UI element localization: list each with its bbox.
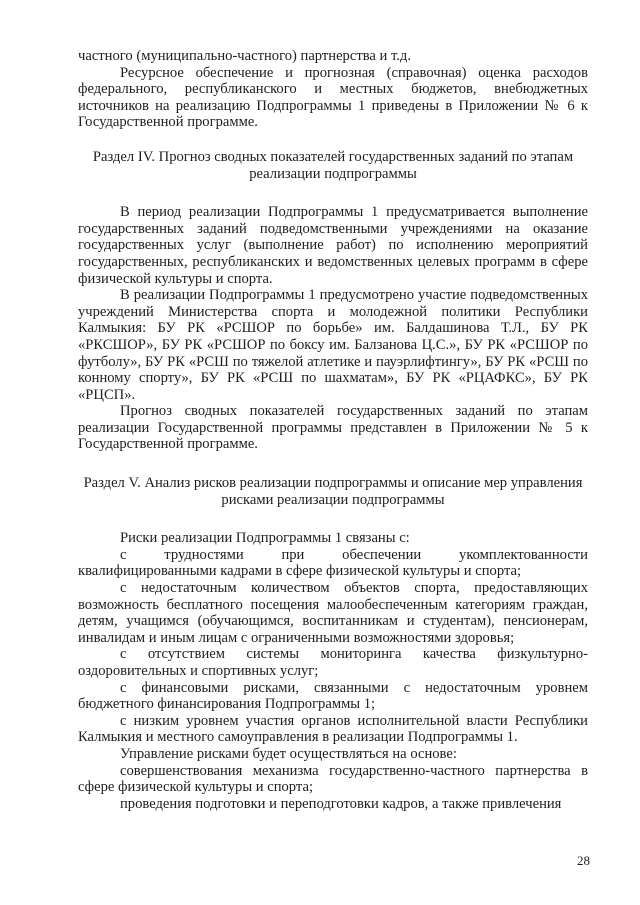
risk-item: с отсутствием системы мониторинга качества физкультурно-оздоровительных и спортивных услуг; xyxy=(78,646,588,679)
section-4-paragraph-3: Прогноз сводных показателей государственных заданий по этапам реализации Государственной программы представлен в Приложении № 5 к Государственной программе. xyxy=(78,403,588,453)
risk-item: с трудностями при обеспечении укомплектованности квалифицированными кадрами в сфере физической культуры и спорта; xyxy=(78,546,588,580)
management-item: проведения подготовки и переподготовки кадров, а также привлечения xyxy=(120,795,562,812)
management-item: совершенствования механизма государственно-частного партнерства в сфере физической культуры и спорта; xyxy=(78,762,588,796)
section-4-paragraph-1: В период реализации Подпрограммы 1 предусматривается выполнение государственных заданий подведомственными учреждениями на оказание государственных услуг (выполнение работ) по исполнению мероприятий государственных, республиканских и ведомственных целевых программ в сфере физической культуры и спорта. xyxy=(78,204,588,287)
risk-item: с низким уровнем участия органов исполнительной власти Республики Калмыкия и местного самоуправления в реализации Подпрограммы 1. xyxy=(78,712,588,746)
risk-item: с недостаточным количеством объектов спорта, предоставляющих возможность бесплатного посещения малообеспеченным категориям граждан, детям, учащимся (обучающимся, воспитанникам и студентам), пенсионерам, инвалидам и иным лицам с ограниченными возможностями здоровья; xyxy=(78,580,588,646)
risks-intro: Риски реализации Подпрограммы 1 связаны с: xyxy=(120,530,410,547)
document-body xyxy=(78,48,588,812)
page-number: 28 xyxy=(577,853,590,868)
section-5-heading: Раздел V. Анализ рисков реализации подпрограммы и описание мер управления рисками реализации подпрограммы xyxy=(83,475,583,508)
section-4-heading: Раздел IV. Прогноз сводных показателей государственных заданий по этапам реализации подпрограммы xyxy=(92,148,574,182)
risk-item: с финансовыми рисками, связанными с недостаточным уровнем бюджетного финансирования Подпрограммы 1; xyxy=(78,679,588,713)
intro-tail-paragraph: частного (муниципально-частного) партнерства и т.д. xyxy=(78,48,411,64)
resources-paragraph: Ресурсное обеспечение и прогнозная (справочная) оценка расходов федерального, республиканского и местных бюджетов, внебюджетных источников на реализацию Подпрограммы 1 приведены в Приложении № 6 к Государственной программе. xyxy=(78,64,588,131)
management-intro: Управление рисками будет осуществляться на основе: xyxy=(120,745,457,762)
section-4-paragraph-2: В реализации Подпрограммы 1 предусмотрено участие подведомственных учреждений Министерства спорта и молодежной политики Республики Калмыкия: БУ РК «РСШОР по борьбе» им. Балдашинова Т.Л., БУ РК «РКСШОР», БУ РК «РСШОР по боксу им. Балзанова Ц.С.», БУ РК «РСШОР по футболу», БУ РК «РСШ по тяжелой атлетике и пауэрлифтингу», БУ РК «РСШ по конному спорту», БУ РК «РСШ по шахматам», БУ РК «РЦАФКС», БУ РК «РЦСП». xyxy=(78,287,588,403)
